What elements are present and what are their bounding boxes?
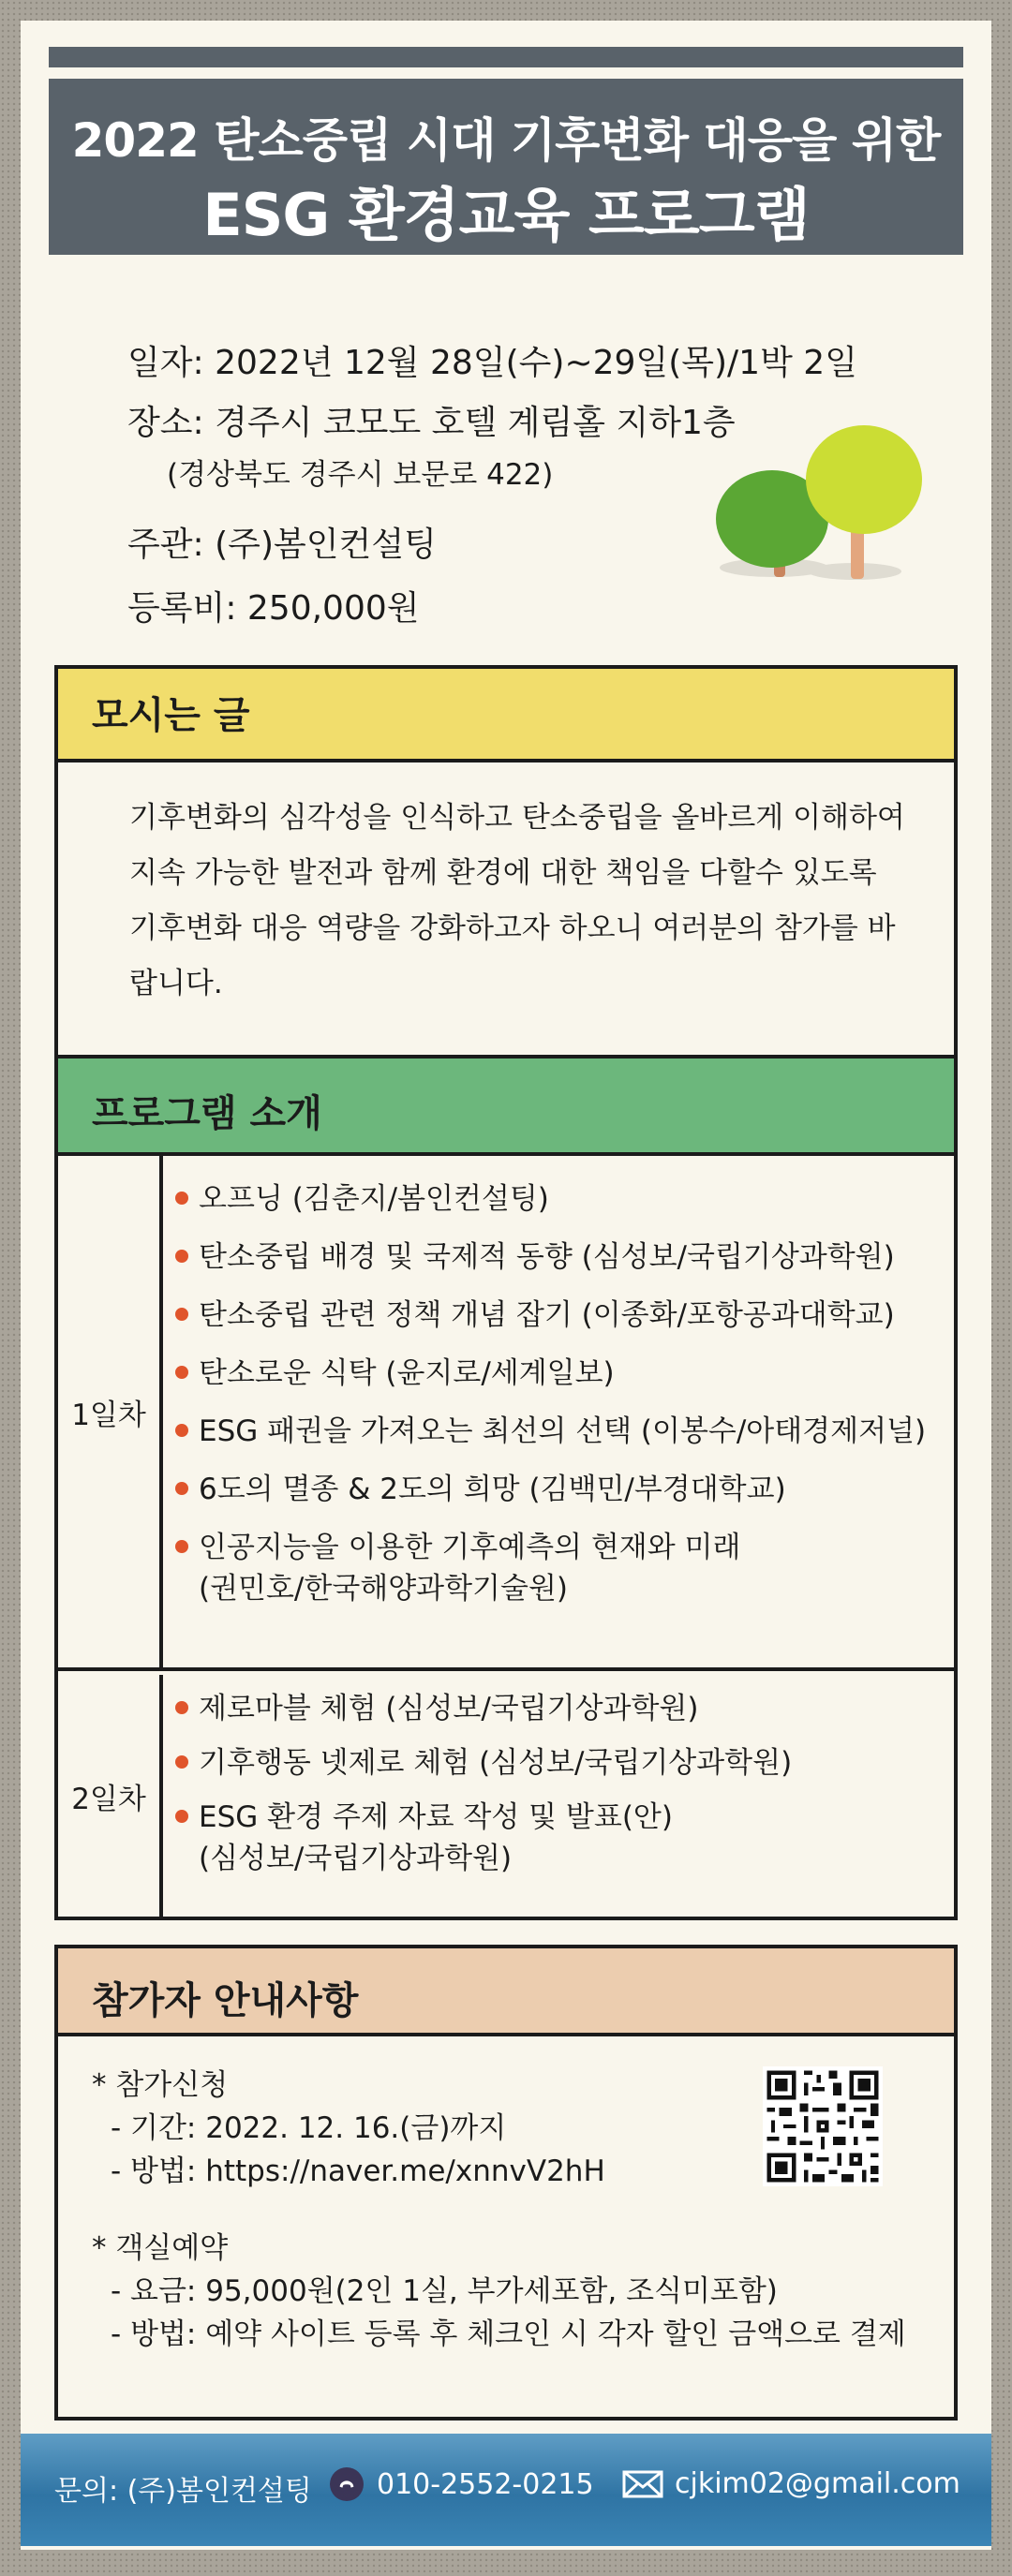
- phone-icon: [330, 2467, 364, 2501]
- program-item-line: 인공지능을 이용한 기후예측의 현재와 미래: [199, 1531, 741, 1564]
- info-place: 장소: 경주시 코모도 호텔 계림홀 지하1층: [127, 404, 736, 442]
- program-heading: 프로그램 소개: [58, 1059, 954, 1156]
- program-item-line: (권민호/한국해양과학기술원): [199, 1572, 568, 1606]
- program-item: 6도의 멸종 & 2도의 희망 (김백민/부경대학교): [199, 1469, 786, 1510]
- greeting-line: 랍니다.: [129, 967, 223, 1000]
- trees-illustration: [716, 414, 931, 601]
- greeting-text: [129, 791, 916, 1012]
- room-fee: - 요금: 95,000원(2인 1실, 부가세포함, 조식미포함): [111, 2274, 778, 2308]
- program-item: [199, 1527, 740, 1609]
- top-decor-bar: [49, 47, 963, 67]
- info-host: 주관: (주)봄인컨설팅: [127, 526, 437, 564]
- day2-row: [58, 1675, 954, 1917]
- program-item-line: ESG 환경 주제 자료 작성 및 발표(안): [199, 1800, 673, 1834]
- footer-contact: 문의: (주)봄인컨설팅: [54, 2475, 312, 2508]
- footer-email-group[interactable]: [622, 2467, 960, 2500]
- info-date: 일자: 2022년 12월 28일(수)~29일(목)/1박 2일: [127, 344, 857, 382]
- title-banner: [49, 79, 963, 255]
- day1-label: 1일차: [58, 1156, 163, 1667]
- apply-period: - 기간: 2022. 12. 16.(금)까지: [111, 2111, 507, 2145]
- greeting-line: 기후변화의 심각성을 인식하고 탄소중립을 올바르게 이해하여: [129, 801, 905, 835]
- program-item: 제로마블 체험 (심성보/국립기상과학원): [199, 1688, 698, 1729]
- contact-footer: [21, 2434, 991, 2546]
- apply-method-link[interactable]: - 방법: https://naver.me/xnnvV2hH: [111, 2154, 605, 2188]
- guide-heading: 참가자 안내사항: [58, 1948, 954, 2036]
- title-line-2: ESG 환경교육 프로그램: [202, 181, 810, 249]
- greeting-box: [54, 665, 958, 1060]
- day1-row: [58, 1156, 954, 1671]
- program-box: [54, 1055, 958, 1920]
- poster-sheet: [21, 21, 991, 2550]
- participant-guide-box: [54, 1945, 958, 2421]
- program-item: [199, 1797, 673, 1879]
- apply-title: * 참가신청: [92, 2068, 229, 2102]
- room-method: - 방법: 예약 사이트 등록 후 체크인 시 각자 할인 금액으로 결제: [111, 2317, 906, 2351]
- program-item: 탄소로운 식탁 (윤지로/세계일보): [199, 1353, 615, 1394]
- footer-phone: 010-2552-0215: [377, 2467, 594, 2501]
- program-item: 오프닝 (김춘지/봄인컨설팅): [199, 1178, 549, 1220]
- room-title: * 객실예약: [92, 2231, 229, 2265]
- program-item: 탄소중립 배경 및 국제적 동향 (심성보/국립기상과학원): [199, 1236, 895, 1278]
- greeting-line: 기후변화 대응 역량을 강화하고자 하오니 여러분의 참가를 바: [129, 911, 896, 945]
- footer-phone-group[interactable]: [330, 2467, 594, 2501]
- program-item: 기후행동 넷제로 체험 (심성보/국립기상과학원): [199, 1742, 792, 1784]
- info-fee: 등록비: 250,000원: [127, 589, 420, 628]
- greeting-heading: 모시는 글: [58, 669, 954, 762]
- qr-code-icon[interactable]: [763, 2066, 883, 2186]
- footer-email: cjkim02@gmail.com: [675, 2467, 960, 2500]
- program-item: 탄소중립 관련 정책 개념 잡기 (이종화/포항공과대학교): [199, 1295, 895, 1336]
- mail-icon: [622, 2470, 663, 2498]
- day2-label: 2일차: [58, 1675, 163, 1917]
- program-item-line: (심성보/국립기상과학원): [199, 1842, 513, 1875]
- program-item: ESG 패권을 가져오는 최선의 선택 (이봉수/아태경제저널): [199, 1411, 926, 1452]
- title-line-1: 2022 탄소중립 시대 기후변화 대응을 위한: [71, 113, 941, 168]
- info-address: (경상북도 경주시 보문로 422): [167, 458, 554, 492]
- greeting-line: 지속 가능한 발전과 함께 환경에 대한 책임을 다할수 있도록: [129, 856, 877, 890]
